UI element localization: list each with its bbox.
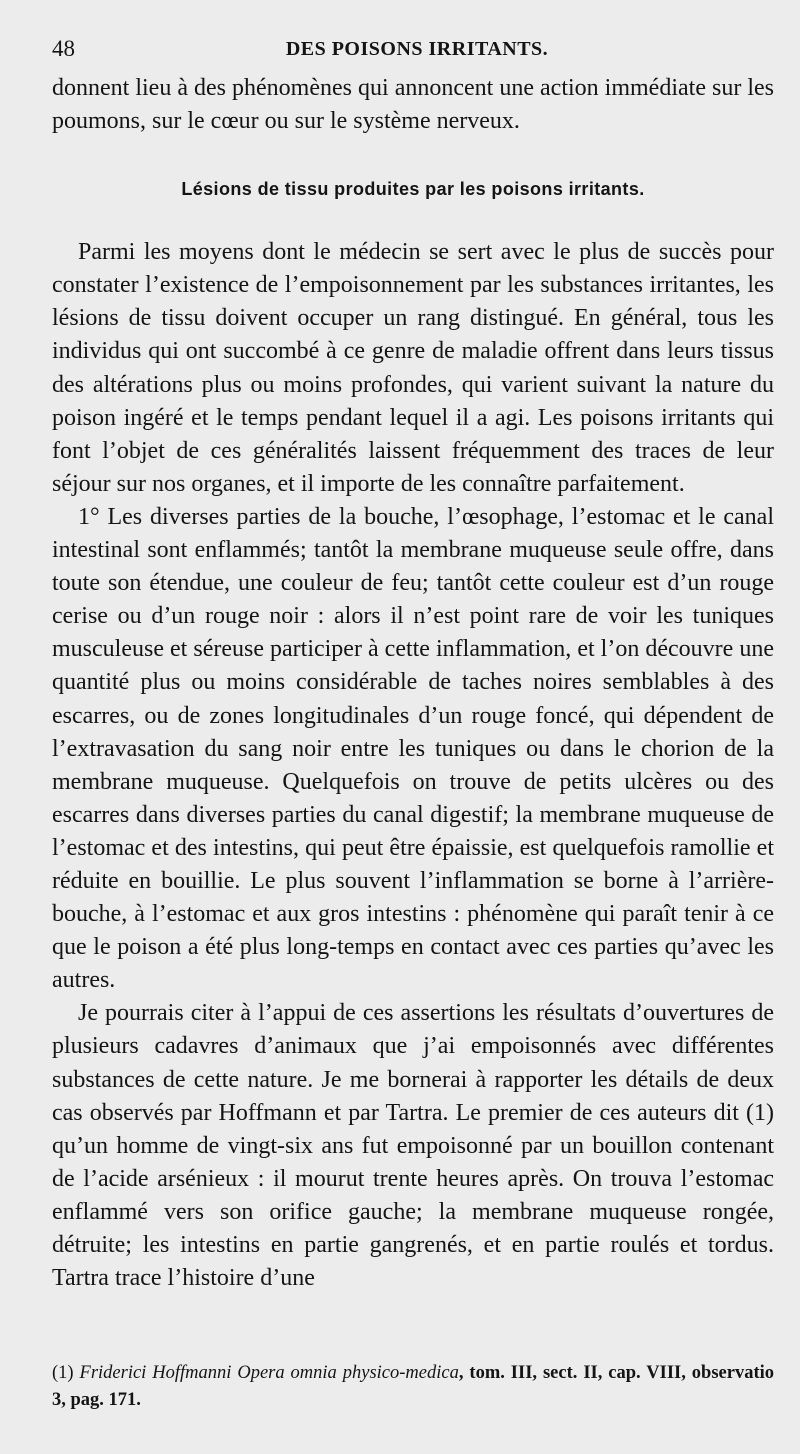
page-header <box>52 36 782 70</box>
paragraph: Parmi les moyens dont le médecin se sert avec le plus de succès pour constater l’existence de l’empoisonnement par les substances irritantes, les lésions de tissu doivent occuper un rang distingué. En général, tous les individus qui ont succombé à ce genre de maladie offrent dans leurs tissus des altérations plus ou moins profondes, qui varient suivant la nature du poison ingéré et le temps pendant lequel il a agi. Les poisons irritants qui font l’objet de ces généralités laissent fréquemment des traces de leur séjour sur nos organes, et il importe de les connaître parfaitement. <box>52 239 774 497</box>
section-heading: Lésions de tissu produites par les poisons irritants. <box>181 179 645 200</box>
body-text <box>52 72 774 1295</box>
page-number: 48 <box>52 36 75 61</box>
paragraph-continuation: donnent lieu à des phénomènes qui annoncent une action immédiate sur les poumons, sur le cœur ou sur le système nerveux. <box>52 75 774 135</box>
running-title: DES POISONS IRRITANTS. <box>285 38 549 60</box>
paragraph: Je pourrais citer à l’appui de ces assertions les résultats d’ouvertures de plusieurs cadavres d’animaux que j’ai empoisonnés avec différentes substances de cette nature. Je me bornerai à rapporter les détails de deux cas observés par Hoffmann et par Tartra. Le premier de ces auteurs dit (1) qu’un homme de vingt-six ans fut empoisonné par un bouillon contenant de l’acide arsénieux : il mourut trente heures après. On trouva l’estomac enflammé vers son orifice gauche; la membrane muqueuse rongée, détruite; les intestins en partie gangrenés, et en partie roulés et tordus. Tartra trace l’histoire d’une <box>52 1000 774 1292</box>
footnote <box>52 1360 774 1414</box>
footnote-marker: (1) <box>52 1363 80 1383</box>
footnote-title: Friderici Hoffmanni Opera omnia physico-medica <box>79 1363 459 1383</box>
footnote-reference: , tom. III, sect. II, cap. VIII, observatio 3, pag. 171. <box>52 1363 775 1410</box>
paragraph: 1° Les diverses parties de la bouche, l’œsophage, l’estomac et le canal intestinal sont enflammés; tantôt la membrane muqueuse seule offre, dans toute son étendue, une couleur de feu; tantôt cette couleur est d’un rouge cerise ou d’un rouge noir : alors il n’est point rare de voir les tuniques musculeuse et séreuse participer à cette inflammation, et l’on découvre une quantité plus ou moins considérable de taches noires semblables à des escarres, ou de zones longitudinales d’un rouge foncé, qui dépendent de l’extravasation du sang noir entre les tuniques ou dans le chorion de la membrane muqueuse. Quelquefois on trouve de petits ulcères ou des escarres dans diverses parties du canal digestif; la membrane muqueuse de l’estomac et des intestins, qui peut être épaissie, est quelquefois ramollie et réduite en bouillie. Le plus souvent l’inflammation se borne à l’arrière-bouche, à l’estomac et aux gros intestins : phénomène qui paraît tenir à ce que le poison a été plus long-temps en contact avec ces parties qu’avec les autres. <box>52 503 774 994</box>
